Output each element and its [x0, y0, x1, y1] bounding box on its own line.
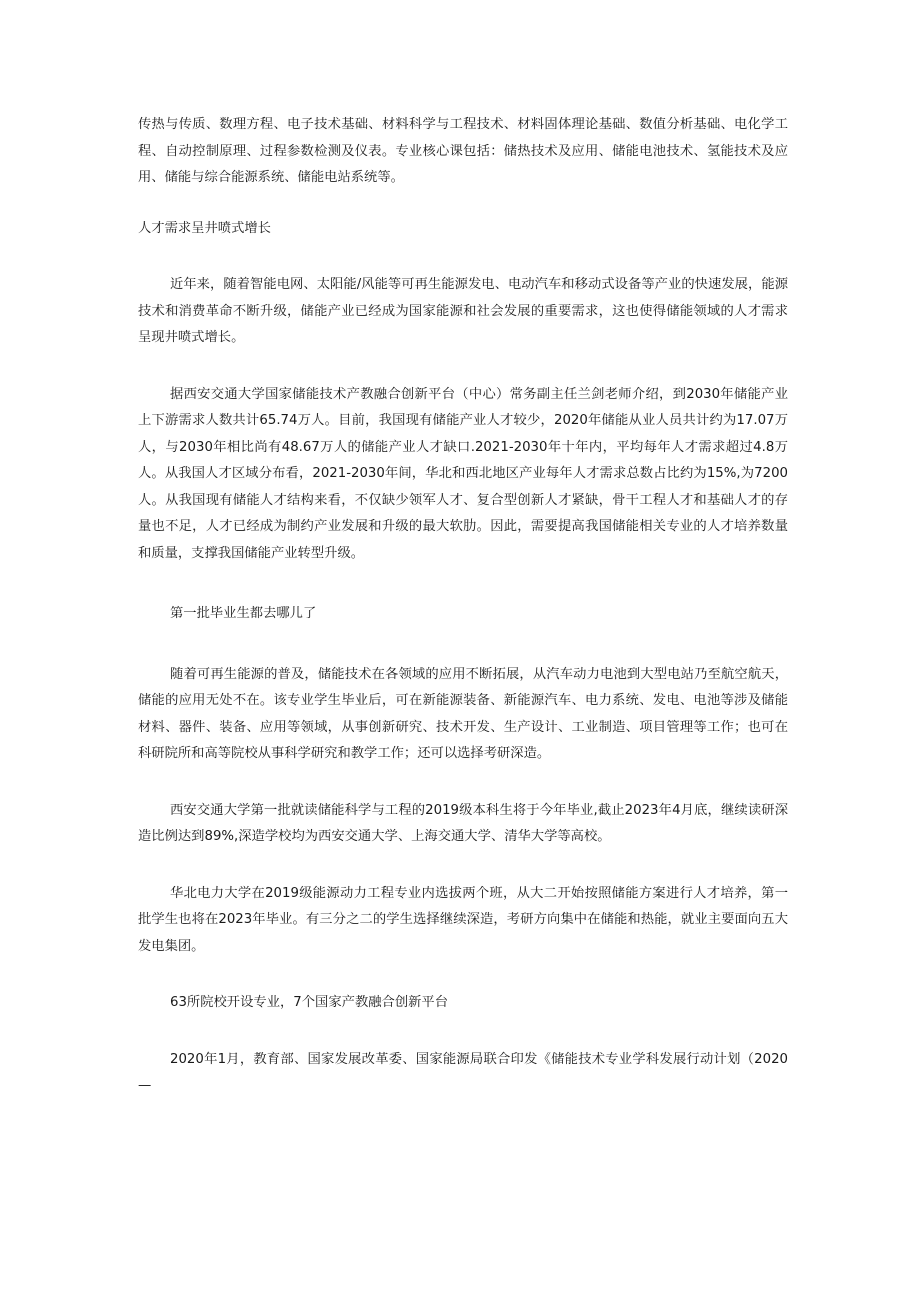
- section-heading-talent-demand: 人才需求呈井喷式增长: [138, 220, 271, 236]
- section-heading-graduates: 第一批毕业生都去哪儿了: [170, 606, 317, 621]
- paragraph-career-paths: 随着可再生能源的普及，储能技术在各领域的应用不断拓展，从汽车动力电池到大型电站乃至航空航天，储能的应用无处不在。该专业学生毕业后，可在新能源装备、新能源汽车、电力系统、发电、电池等涉及储能材料、器件、装备、应用等领域，从事创新研究、技术开发、生产设计、工业制造、项目管理等工作；也可在科研院所和高等院校从事科学研究和教学工作；还可以选择考研深造。: [138, 666, 788, 761]
- section-heading-institutions: 63所院校开设专业，7个国家产教融合创新平台: [170, 995, 449, 1010]
- paragraph-xjtu-graduates: 西安交通大学第一批就读储能科学与工程的2019级本科生将于今年毕业,截止2023年4月底，继续读研深造比例达到89%,深造学校均为西安交通大学、上海交通大学、清华大学等高校。: [138, 802, 788, 844]
- intro-paragraph: 传热与传质、数理方程、电子技术基础、材料科学与工程技术、材料固体理论基础、数值分析基础、电化学工程、自动控制原理、过程参数检测及仪表。专业核心课包括：储热技术及应用、储能电池技术、氢能技术及应用、储能与综合能源系统、储能电站系统等。: [138, 117, 788, 185]
- paragraph-action-plan: 2020年1月，教育部、国家发展改革委、国家能源局联合印发《储能技术专业学科发展行动计划（2020—: [138, 1051, 788, 1093]
- paragraph-ncepu-graduates: 华北电力大学在2019级能源动力工程专业内选拔两个班，从大二开始按照储能方案进行人才培养，第一批学生也将在2023年毕业。有三分之二的学生选择继续深造，考研方向集中在储能和热能，就业主要面向五大发电集团。: [138, 885, 788, 954]
- paragraph-talent-gap: 据西安交通大学国家储能技术产教融合创新平台（中心）常务副主任兰剑老师介绍，到2030年储能产业上下游需求人数共计65.74万人。目前，我国现有储能产业人才较少，2020年储能从业人员共计约为17.07万人，与2030年相比尚有48.67万人的储能产业人才缺口.2021-2030年十年内，平均每年人才需求超过4.8万人。从我国人才区域分布看，2021-2030年间，华北和西北地区产业每年人才需求总数占比约为15%,为7200人。从我国现有储能人才结构来看，不仅缺少领军人才、复合型创新人才紧缺，骨干工程人才和基础人才的存量也不足，人才已经成为制约产业发展和升级的最大软肋。因此，需要提高我国储能相关专业的人才培养数量和质量，支撑我国储能产业转型升级。: [138, 386, 788, 561]
- paragraph-industry-growth: 近年来，随着智能电网、太阳能/风能等可再生能源发电、电动汽车和移动式设备等产业的快速发展，能源技术和消费革命不断升级，储能产业已经成为国家能源和社会发展的重要需求，这也使得储能领域的人才需求呈现井喷式增长。: [138, 277, 788, 345]
- document-page: [138, 112, 788, 1100]
